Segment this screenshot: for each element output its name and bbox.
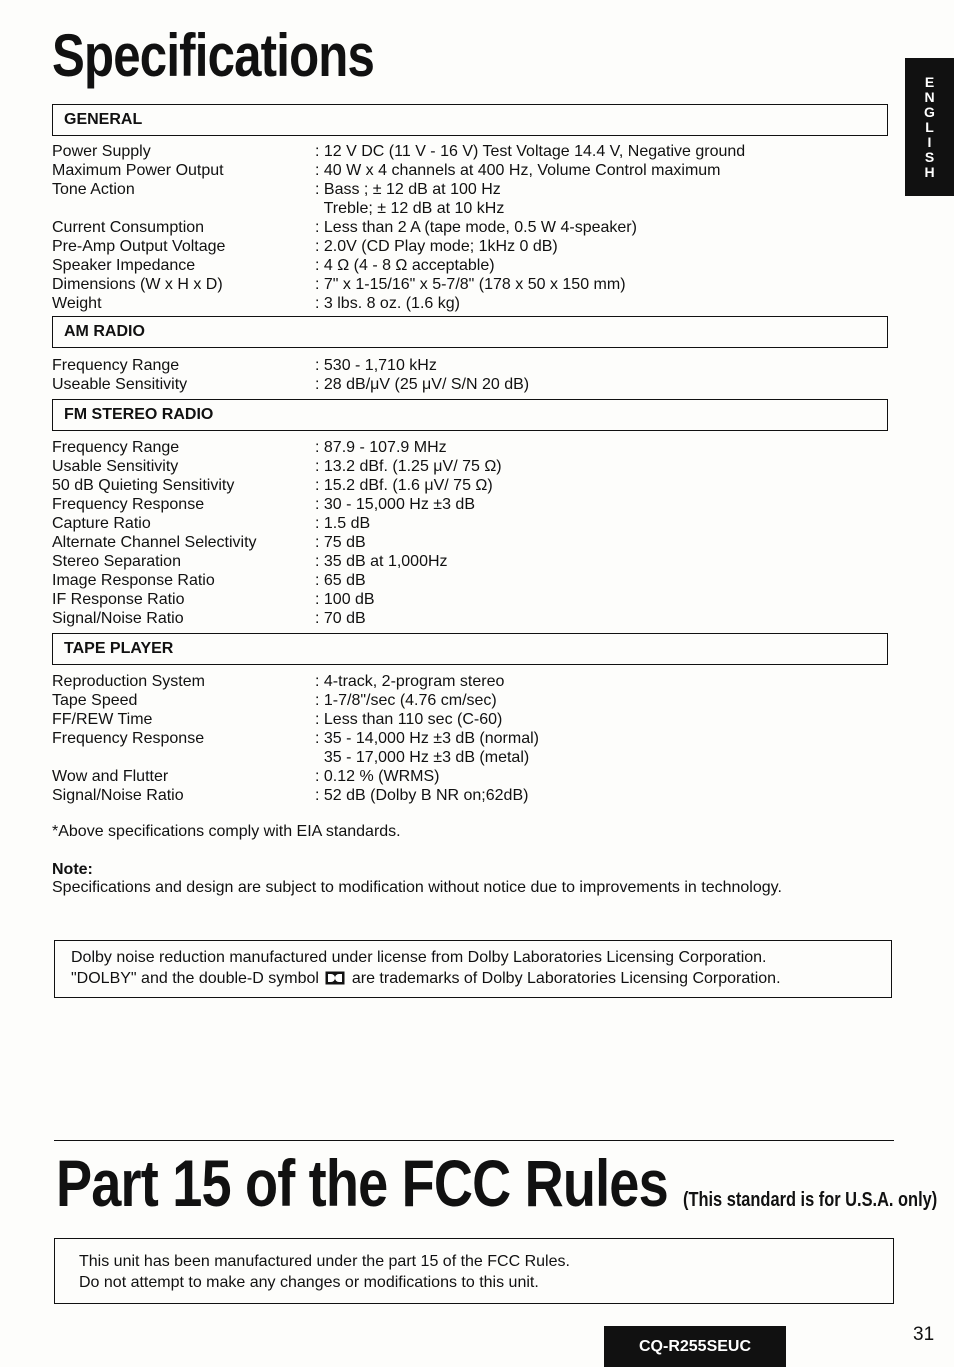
spec-label: Weight [52,295,102,312]
spec-row [52,256,892,275]
note-heading: Note: [52,861,93,878]
spec-row [52,294,892,313]
spec-row [52,142,892,161]
spec-value: : Bass ; ± 12 dB at 100 Hz [315,181,501,198]
spec-label: Power Supply [52,143,151,160]
spec-list-am-radio [52,356,892,394]
spec-row [52,218,892,237]
spec-label [52,199,315,218]
spec-label: Speaker Impedance [52,257,196,274]
spec-row [52,571,892,590]
spec-value: : 530 - 1,710 kHz [315,357,437,374]
spec-row [52,199,892,218]
spec-label: 50 dB Quieting Sensitivity [52,477,235,494]
spec-row [52,476,892,495]
spec-value: : 0.12 % (WRMS) [315,768,440,785]
language-tab [905,58,954,196]
spec-value: : Less than 2 A (tape mode, 0.5 W 4-speaker) [315,219,637,236]
language-letter: L [925,118,934,135]
spec-row [52,237,892,256]
spec-row [52,275,892,294]
section-heading-fm-stereo-radio: FM STEREO RADIO [52,399,888,431]
spec-value: : 30 - 15,000 Hz ±3 dB [315,496,475,513]
spec-value: : Less than 110 sec (C-60) [315,711,503,728]
spec-label: Frequency Range [52,357,180,374]
spec-value: : 65 dB [315,572,366,589]
spec-label: Dimensions (W x H x D) [52,276,223,293]
spec-label: Pre-Amp Output Voltage [52,238,226,255]
spec-value: : 87.9 - 107.9 MHz [315,439,447,456]
language-letter: H [924,163,935,180]
spec-label: IF Response Ratio [52,591,185,608]
spec-label: Wow and Flutter [52,768,169,785]
spec-value: 35 - 17,000 Hz ±3 dB (metal) [315,749,530,766]
model-number-badge: CQ-R255SEUC [604,1326,786,1367]
page-title: Specifications [52,22,375,89]
spec-value: Treble; ± 12 dB at 10 kHz [315,200,505,217]
spec-value: : 75 dB [315,534,366,551]
section-heading-tape-player: TAPE PLAYER [52,633,888,665]
spec-label: Frequency Response [52,730,205,747]
language-letter: S [924,148,935,165]
dolby-double-d-icon [325,971,345,985]
spec-row [52,609,892,628]
dolby-notice [54,940,892,998]
spec-value: : 35 dB at 1,000Hz [315,553,448,570]
spec-label: Current Consumption [52,219,205,236]
spec-row [52,356,892,375]
section-heading-am-radio: AM RADIO [52,316,888,348]
fcc-heading [56,1146,938,1220]
spec-label: Maximum Power Output [52,162,224,179]
language-letter: I [927,133,932,150]
spec-list-fm-stereo-radio [52,438,892,628]
spec-label: Signal/Noise Ratio [52,610,184,627]
section-divider [54,1140,894,1141]
dolby-text-after: are trademarks of Dolby Laboratories Licensing Corporation. [351,970,781,987]
language-letter: N [924,88,935,105]
spec-row [52,495,892,514]
spec-value: : 3 lbs. 8 oz. (1.6 kg) [315,295,460,312]
spec-row [52,691,892,710]
spec-label: Capture Ratio [52,515,151,532]
spec-row [52,514,892,533]
spec-label [52,748,315,767]
spec-value: : 2.0V (CD Play mode; 1kHz 0 dB) [315,238,558,255]
spec-value: : 35 - 14,000 Hz ±3 dB (normal) [315,730,539,747]
spec-row [52,672,892,691]
fcc-line-2: Do not attempt to make any changes or modifications to this unit. [79,1274,539,1291]
spec-row [52,710,892,729]
language-letter: E [924,73,935,90]
spec-row [52,180,892,199]
spec-label: Frequency Response [52,496,205,513]
spec-value: : 70 dB [315,610,366,627]
spec-label: FF/REW Time [52,711,153,728]
spec-value: : 1-7/8"/sec (4.76 cm/sec) [315,692,497,709]
spec-list-tape-player [52,672,892,805]
spec-label: Frequency Range [52,439,180,456]
dolby-line-1: Dolby noise reduction manufactured under license from Dolby Laboratories Licensing Corporation. [71,949,767,966]
page-number: 31 [913,1324,935,1345]
spec-value: : 40 W x 4 channels at 400 Hz, Volume Control maximum [315,162,721,179]
spec-row [52,533,892,552]
spec-row [52,375,892,394]
spec-label: Image Response Ratio [52,572,215,589]
spec-row [52,729,892,748]
spec-value: : 13.2 dBf. (1.25 μV/ 75 Ω) [315,458,502,475]
spec-row [52,457,892,476]
spec-row [52,552,892,571]
language-letter: G [924,103,935,120]
spec-value: : 52 dB (Dolby B NR on;62dB) [315,787,529,804]
spec-list-general [52,142,892,313]
spec-label: Useable Sensitivity [52,376,188,393]
spec-value: : 12 V DC (11 V - 16 V) Test Voltage 14.4 V, Negative ground [315,143,746,160]
eia-note: *Above specifications comply with EIA standards. [52,823,401,840]
fcc-subtitle: (This standard is for U.S.A. only) [682,1189,938,1211]
spec-label: Signal/Noise Ratio [52,787,184,804]
spec-row [52,438,892,457]
section-heading-general: GENERAL [52,104,888,136]
spec-label: Usable Sensitivity [52,458,179,475]
fcc-notice [54,1238,894,1304]
spec-label: Stereo Separation [52,553,181,570]
dolby-text-before: "DOLBY" and the double-D symbol [71,970,319,987]
fcc-title: Part 15 of the FCC Rules [56,1146,668,1220]
dolby-line-2 [71,968,875,989]
spec-value: : 4 Ω (4 - 8 Ω acceptable) [315,257,495,274]
spec-label: Tape Speed [52,692,138,709]
spec-label: Alternate Channel Selectivity [52,534,257,551]
spec-value: : 1.5 dB [315,515,371,532]
spec-row [52,748,892,767]
spec-value: : 15.2 dBf. (1.6 μV/ 75 Ω) [315,477,493,494]
spec-value: : 100 dB [315,591,375,608]
fcc-line-1: This unit has been manufactured under the part 15 of the FCC Rules. [79,1253,570,1270]
spec-row [52,786,892,805]
spec-row [52,590,892,609]
spec-row [52,161,892,180]
spec-row [52,767,892,786]
spec-label: Reproduction System [52,673,205,690]
spec-label: Tone Action [52,181,135,198]
note-text: Specifications and design are subject to modification without notice due to improvements in technology. [52,879,782,896]
spec-value: : 7" x 1-15/16" x 5-7/8" (178 x 50 x 150 mm) [315,276,626,293]
spec-value: : 28 dB/μV (25 μV/ S/N 20 dB) [315,376,530,393]
spec-value: : 4-track, 2-program stereo [315,673,505,690]
